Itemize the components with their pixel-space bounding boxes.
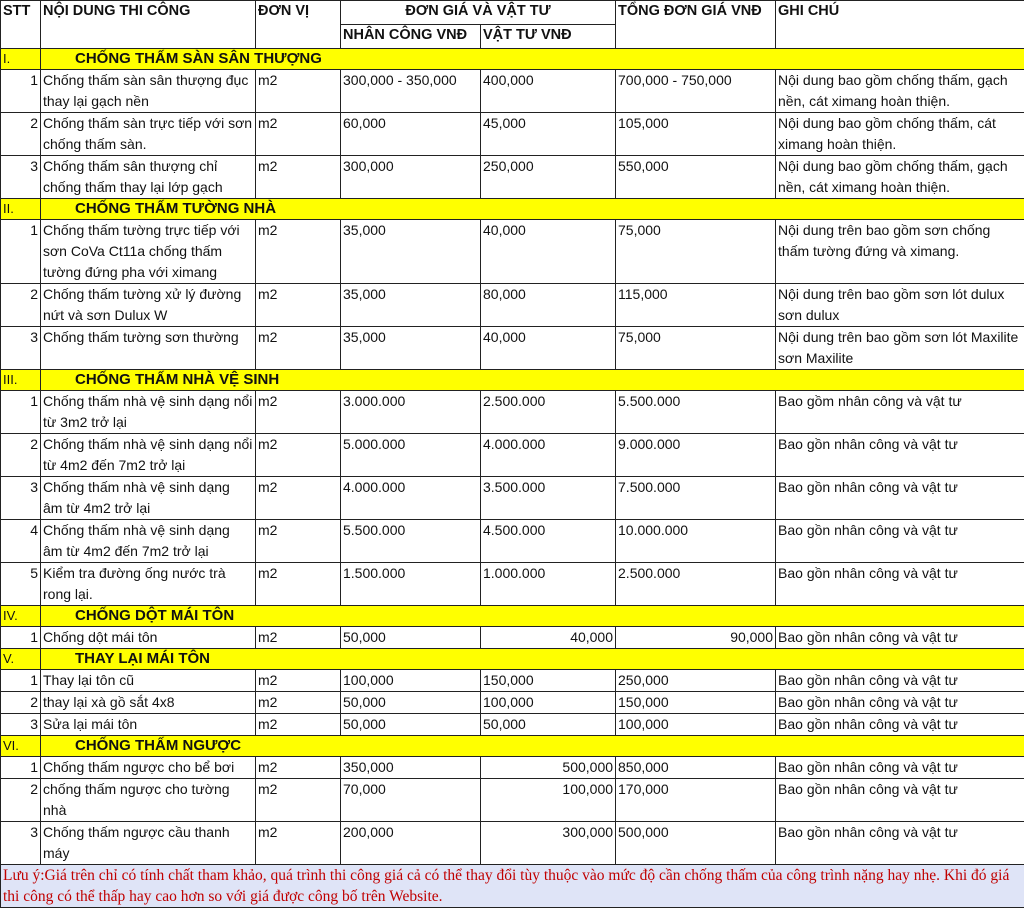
row-content: Chống thấm nhà vệ sinh dạng nổi từ 4m2 đến 7m2 trở lại [41, 434, 256, 477]
row-content: Chống thấm tường xử lý đường nứt và sơn Dulux W [41, 284, 256, 327]
section-title: CHỐNG THẤM TƯỜNG NHÀ [41, 199, 1024, 220]
row-content: chống thấm ngược cho tường nhà [41, 779, 256, 822]
table-row [1, 391, 1024, 434]
row-note: Bao gồn nhân công và vật tư [776, 714, 1024, 736]
row-labor: 35,000 [341, 327, 481, 370]
row-material: 4.000.000 [481, 434, 616, 477]
row-content: Chống thấm nhà vệ sinh dạng âm từ 4m2 trở lại [41, 477, 256, 520]
row-labor: 50,000 [341, 692, 481, 714]
row-note: Nội dung bao gồm chống thấm, gạch nền, cát ximang hoàn thiện. [776, 156, 1024, 199]
row-total: 850,000 [616, 757, 776, 779]
row-stt: 1 [1, 670, 41, 692]
section-row [1, 606, 1024, 627]
row-material: 40,000 [481, 327, 616, 370]
section-number: II. [1, 199, 41, 220]
row-material: 250,000 [481, 156, 616, 199]
row-total: 105,000 [616, 113, 776, 156]
row-note: Bao gồn nhân công và vật tư [776, 670, 1024, 692]
row-stt: 2 [1, 113, 41, 156]
row-unit: m2 [256, 670, 341, 692]
table-row [1, 113, 1024, 156]
row-content: Chống thấm sàn trực tiếp với sơn chống thấm sàn. [41, 113, 256, 156]
table-header [1, 1, 1024, 49]
row-content: thay lại xà gồ sắt 4x8 [41, 692, 256, 714]
row-unit: m2 [256, 220, 341, 284]
row-note: Bao gồn nhân công và vật tư [776, 434, 1024, 477]
row-stt: 3 [1, 822, 41, 865]
row-material: 400,000 [481, 70, 616, 113]
row-material: 1.000.000 [481, 563, 616, 606]
section-title: CHỐNG THẤM NGƯỢC [41, 736, 1024, 757]
row-total: 10.000.000 [616, 520, 776, 563]
row-total: 250,000 [616, 670, 776, 692]
section-title: CHỐNG THẤM NHÀ VỆ SINH [41, 370, 1024, 391]
row-content: Chống thấm ngược cầu thanh máy [41, 822, 256, 865]
footer-note: Lưu ý:Giá trên chỉ có tính chất tham khảo, quá trình thi công giá cả có thể thay đổi tùy thuộc vào mức độ cần chống thấm của công trình nặng hay nhẹ. Khi đó giá thi công có thể thấp hay cao hơn so với giá được công bố trên Website. [1, 865, 1024, 908]
table-row [1, 627, 1024, 649]
row-material: 300,000 [481, 822, 616, 865]
section-row [1, 199, 1024, 220]
row-content: Chống dột mái tôn [41, 627, 256, 649]
header-labor: NHÂN CÔNG VNĐ [341, 25, 481, 49]
section-number: I. [1, 49, 41, 70]
row-labor: 70,000 [341, 779, 481, 822]
table-body [1, 49, 1024, 865]
header-material: VẬT TƯ VNĐ [481, 25, 616, 49]
section-number: III. [1, 370, 41, 391]
row-labor: 3.000.000 [341, 391, 481, 434]
row-material: 100,000 [481, 779, 616, 822]
header-unit: ĐƠN VỊ [256, 1, 341, 49]
row-unit: m2 [256, 627, 341, 649]
row-total: 170,000 [616, 779, 776, 822]
table-row [1, 714, 1024, 736]
table-row [1, 670, 1024, 692]
row-content: Thay lại tôn cũ [41, 670, 256, 692]
table-row [1, 434, 1024, 477]
section-title: CHỐNG THẤM SÀN SÂN THƯỢNG [41, 49, 1024, 70]
header-total: TỔNG ĐƠN GIÁ VNĐ [616, 1, 776, 49]
row-material: 50,000 [481, 714, 616, 736]
row-total: 5.500.000 [616, 391, 776, 434]
row-labor: 50,000 [341, 714, 481, 736]
header-note: GHI CHÚ [776, 1, 1024, 49]
row-material: 2.500.000 [481, 391, 616, 434]
row-unit: m2 [256, 156, 341, 199]
row-total: 700,000 - 750,000 [616, 70, 776, 113]
row-material: 4.500.000 [481, 520, 616, 563]
table-row [1, 822, 1024, 865]
row-total: 115,000 [616, 284, 776, 327]
table-row [1, 779, 1024, 822]
header-stt: STT [1, 1, 41, 49]
row-note: Bao gồn nhân công và vật tư [776, 692, 1024, 714]
row-stt: 4 [1, 520, 41, 563]
row-labor: 35,000 [341, 284, 481, 327]
row-stt: 3 [1, 714, 41, 736]
row-unit: m2 [256, 477, 341, 520]
table-row [1, 757, 1024, 779]
row-stt: 2 [1, 434, 41, 477]
row-stt: 1 [1, 70, 41, 113]
row-unit: m2 [256, 391, 341, 434]
row-stt: 3 [1, 477, 41, 520]
row-material: 150,000 [481, 670, 616, 692]
section-row [1, 649, 1024, 670]
row-content: Chống thấm nhà vệ sinh dạng nổi từ 3m2 trở lại [41, 391, 256, 434]
row-unit: m2 [256, 520, 341, 563]
table-row [1, 563, 1024, 606]
row-stt: 2 [1, 692, 41, 714]
row-stt: 3 [1, 327, 41, 370]
row-stt: 1 [1, 391, 41, 434]
row-content: Chống thấm sàn sân thượng đục thay lại gạch nền [41, 70, 256, 113]
row-stt: 1 [1, 757, 41, 779]
row-total: 150,000 [616, 692, 776, 714]
row-content: Kiểm tra đường ống nước trà rong lại. [41, 563, 256, 606]
row-note: Bao gồn nhân công và vật tư [776, 822, 1024, 865]
row-note: Bao gồn nhân công và vật tư [776, 520, 1024, 563]
row-total: 2.500.000 [616, 563, 776, 606]
row-material: 40,000 [481, 627, 616, 649]
section-number: V. [1, 649, 41, 670]
row-unit: m2 [256, 714, 341, 736]
header-content: NỘI DUNG THI CÔNG [41, 1, 256, 49]
row-note: Nội dung trên bao gồm sơn chống thấm tường đứng và ximang. [776, 220, 1024, 284]
row-note: Nội dung bao gồm chống thấm, cát ximang hoàn thiện. [776, 113, 1024, 156]
row-unit: m2 [256, 113, 341, 156]
row-content: Chống thấm ngược cho bể bơi [41, 757, 256, 779]
row-unit: m2 [256, 70, 341, 113]
row-note: Bao gồn nhân công và vật tư [776, 627, 1024, 649]
row-material: 500,000 [481, 757, 616, 779]
row-content: Chống thấm sân thượng chỉ chống thấm thay lại lớp gạch [41, 156, 256, 199]
row-labor: 1.500.000 [341, 563, 481, 606]
row-material: 3.500.000 [481, 477, 616, 520]
row-labor: 5.000.000 [341, 434, 481, 477]
row-stt: 1 [1, 220, 41, 284]
row-labor: 300,000 - 350,000 [341, 70, 481, 113]
row-labor: 100,000 [341, 670, 481, 692]
row-stt: 3 [1, 156, 41, 199]
row-material: 45,000 [481, 113, 616, 156]
row-total: 7.500.000 [616, 477, 776, 520]
section-row [1, 49, 1024, 70]
row-note: Nội dung bao gồm chống thấm, gạch nền, cát ximang hoàn thiện. [776, 70, 1024, 113]
row-note: Bao gồn nhân công và vật tư [776, 779, 1024, 822]
row-total: 550,000 [616, 156, 776, 199]
table-row [1, 70, 1024, 113]
row-total: 75,000 [616, 327, 776, 370]
section-number: IV. [1, 606, 41, 627]
row-total: 90,000 [616, 627, 776, 649]
row-note: Bao gồn nhân công và vật tư [776, 477, 1024, 520]
section-title: CHỐNG DỘT MÁI TÔN [41, 606, 1024, 627]
row-note: Bao gồn nhân công và vật tư [776, 757, 1024, 779]
row-unit: m2 [256, 563, 341, 606]
table-row [1, 692, 1024, 714]
row-unit: m2 [256, 434, 341, 477]
row-unit: m2 [256, 692, 341, 714]
row-note: Bao gồn nhân công và vật tư [776, 563, 1024, 606]
table-row [1, 477, 1024, 520]
row-total: 100,000 [616, 714, 776, 736]
row-labor: 5.500.000 [341, 520, 481, 563]
row-unit: m2 [256, 327, 341, 370]
row-stt: 5 [1, 563, 41, 606]
row-material: 40,000 [481, 220, 616, 284]
row-labor: 200,000 [341, 822, 481, 865]
table-row [1, 220, 1024, 284]
row-total: 75,000 [616, 220, 776, 284]
row-total: 9.000.000 [616, 434, 776, 477]
row-content: Chống thấm tường trực tiếp với sơn CoVa Ct11a chống thấm tường đứng pha với ximang [41, 220, 256, 284]
row-stt: 1 [1, 627, 41, 649]
row-note: Nội dung trên bao gồm sơn lót Maxilite sơn Maxilite [776, 327, 1024, 370]
section-number: VI. [1, 736, 41, 757]
row-unit: m2 [256, 822, 341, 865]
row-note: Bao gồm nhân công và vật tư [776, 391, 1024, 434]
row-unit: m2 [256, 284, 341, 327]
row-unit: m2 [256, 757, 341, 779]
section-title: THAY LẠI MÁI TÔN [41, 649, 1024, 670]
section-row [1, 736, 1024, 757]
section-row [1, 370, 1024, 391]
row-labor: 35,000 [341, 220, 481, 284]
row-content: Chống thấm tường sơn thường [41, 327, 256, 370]
table-row [1, 520, 1024, 563]
row-stt: 2 [1, 779, 41, 822]
row-labor: 350,000 [341, 757, 481, 779]
row-note: Nội dung trên bao gồm sơn lót dulux sơn dulux [776, 284, 1024, 327]
row-stt: 2 [1, 284, 41, 327]
row-content: Sửa lại mái tôn [41, 714, 256, 736]
table-row [1, 327, 1024, 370]
row-material: 80,000 [481, 284, 616, 327]
row-labor: 300,000 [341, 156, 481, 199]
row-labor: 4.000.000 [341, 477, 481, 520]
row-content: Chống thấm nhà vệ sinh dạng âm từ 4m2 đến 7m2 trở lại [41, 520, 256, 563]
table-row [1, 284, 1024, 327]
header-unit-price-group: ĐƠN GIÁ VÀ VẬT TƯ [341, 1, 616, 25]
table-row [1, 156, 1024, 199]
row-material: 100,000 [481, 692, 616, 714]
row-unit: m2 [256, 779, 341, 822]
row-total: 500,000 [616, 822, 776, 865]
row-labor: 50,000 [341, 627, 481, 649]
row-labor: 60,000 [341, 113, 481, 156]
